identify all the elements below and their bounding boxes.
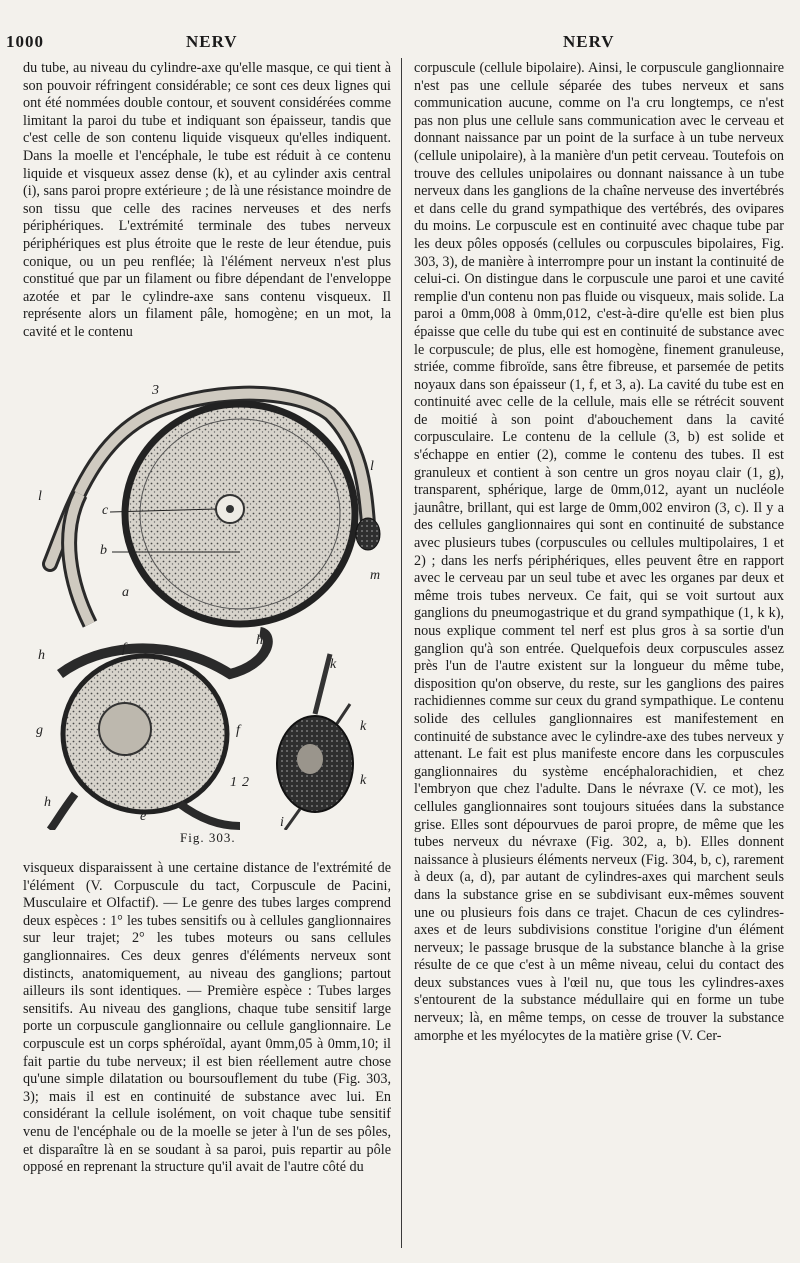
figure-label: e (140, 809, 147, 824)
left-top-paragraph: du tube, au niveau du cylindre-axe qu'elle masque, ce qui tient à son pouvoir réfringent considérable; ce sont ces deux lignes qui ont été nommées double contour, et souvent considérées comme limitant la paroi du tube et indiquant son épaisseur, tandis que c'est celle de son contenu liquide visqueux qu'elles indiquent. Dans la moelle et l'encéphale, le tube est réduit à ce contenu liquide et visqueux assez dense (k), et au cylinder axis central (i), sans paroi propre extérieure ; de là une résistance moindre de son tissu que celle des racines nerveuses et des nerfs périphériques. L'extrémité terminale des tubes nerveux périphériques est plus étroite que le reste de leur étendue, puis conique, ou un peu renflée; là l'élément nerveux n'est plus constitué que par un filament ou fibre dépendant de l'enveloppe azotée et par le cylindre-axe sans contenu visqueux. Il représente alors un filament pâle, homogène; en un mot, la cavité et le contenu (23, 60, 391, 340)
figure-label: c (102, 503, 109, 518)
figure-label: i (280, 815, 284, 830)
left-column-top-text (23, 60, 391, 342)
figure-label: k (360, 773, 367, 788)
bipolar-cell-drawing (50, 394, 380, 624)
figure-label: 2 (242, 775, 249, 790)
figure-label: k (360, 719, 367, 734)
column-divider (401, 58, 402, 1248)
small-cell-drawing (277, 654, 353, 830)
figure-label: l (38, 489, 42, 504)
figure-label: k (330, 657, 337, 672)
right-column-text (414, 60, 784, 1045)
figure-label: 3 (152, 383, 159, 398)
figure-label: h (44, 795, 51, 810)
running-head-right: NERV (563, 32, 615, 51)
figure-caption: Fig. 303. (180, 830, 236, 845)
figure-label: a (122, 585, 129, 600)
running-head-left: NERV (186, 32, 238, 51)
figure-label: l (370, 459, 374, 474)
left-column-bottom-text (23, 860, 391, 1177)
figure-label: f (236, 723, 240, 738)
figure-303-illustration (30, 374, 390, 830)
page-number: 1000 (6, 32, 44, 51)
right-column-paragraph: corpuscule (cellule bipolaire). Ainsi, le corpuscule ganglionnaire n'est pas une cellule séparée des tubes nerveux et sans communication aucune, comme on l'a cru longtemps, ce n'est pas non plus une cellule sans communication avec le cerveau et donnant naissance par un point de la surface à un tube nerveux (cellule unipolaire), à la manière d'un petit cerveau. Toutefois on trouve des cellules unipolaires ou donnant naissance à un tube nerveux dans les ganglions de la chaîne nerveuse des invertébrés et dans celle du grand sympathique des vertébrés, des ovipares du moins. Le corpuscule est en continuité avec chaque tube par les deux pôles opposés (cellules ou corpuscules bipolaires, Fig. 303, 3), de manière à interrompre pour un instant la continuité de celui-ci. On distingue dans le corpuscule une paroi et une cavité remplie d'un contenu non pas fluide ou visqueux, mais solide. La paroi a 0mm,008 à 0mm,012, c'est-à-dire qu'elle est bien plus épaisse que celle du tube qui est en continuité de substance avec le corpuscule; de plus, elle est homogène, finement granuleuse, striée, comme fibroïde, sans être fibreuse, et parsemée de petits noyaux dans son épaisseur (1, f, et 3, a). La cavité du tube est en continuité avec celle de la cellule, mais elle se rétrécit souvent de moitié à son point d'abouchement dans la cavité corpusculaire. Le contenu de la cellule (3, b) est solide et s'échappe en entier (2), comme le contenu des tubes. Il est granuleux et contient à son centre un gros noyau clair (1, g), transparent, sphérique, large de 0mm,012, ayant un nucléole jaunâtre, brillant, qui est large de 0mm,002 environ (3, c). Il y a des cellules ganglionnaires qui sont en continuité de substance avec plusieurs tubes (corpuscules ou cellules multipolaires, 1 et 2) ; dans les nerfs périphériques, elles peuvent être en rapport avec le cerveau par un seul tube et avec les organes par deux et même trois tubes nerveux. Ce fait, qui se voit surtout aux ganglions du pneumogastrique et du grand sympathique (1, k k), nous explique comment tel nerf est plus gros à sa sortie d'un ganglion qu'à son entrée. Quelquefois deux corpuscules assez près l'un de l'autre existent sur la longueur du même tube, disposition qu'on observe, du reste, sur les ganglions des paires rachidiennes comme sur ceux du grand sympathique. Le contenu solide des cellules ganglionnaires est manifestement en continuité de substance avec le cylindre-axe des tubes nerveux y attenant. Le fait est plus manifeste encore dans les corpuscules ganglionnaires du système encéphalorachidien, et chez l'embryon que chez l'adulte. Dans le névraxe (V. ce mot), les cellules ganglionnaires sont toujours situées dans la substance grise. Elles sont dépourvues de paroi propre, de même que les tubes nerveux du névraxe (Fig. 302, a, b). Elles donnent naissance à plusieurs éléments nerveux (Fig. 304, b, c), rarement à deux (a, d), par autant de cylindres-axes qui marchent seuls dans la substance grise en se subdivisant eux-mêmes souvent une ou plusieurs fois dans ce trajet. Chacun de ces cylindres-axes et de leurs subdivisions constitue l'origine d'un élément nerveux; le passage brusque de la substance blanche à la grise résulte de ce que c'est à un même niveau, celui du contact des deux substances vues à l'œil nu, que tous les cylindres-axes s'entourent de la substance médullaire qui en forme un tube nerveux; là, en même temps, on cesse de trouver la substance amorphe et les myélocytes de la matière grise (V. Cer- (414, 60, 784, 1044)
figure-label: m (370, 568, 381, 583)
figure-label: b (100, 543, 107, 558)
figure-label: h (256, 633, 263, 648)
figure-label: 1 (230, 775, 237, 790)
left-bottom-paragraph: visqueux disparaissent à une certaine distance de l'extrémité de l'élément (V. Corpuscule du tact, Corpuscule de Pacini, Musculaire et Olfactif). — Le genre des tubes larges comprend deux espèces : 1° les tubes sensitifs ou à cellules ganglionnaires sur leur trajet; 2° les tubes moteurs ou sans cellules ganglionnaires. Ces deux genres d'éléments nerveux sont distincts, anatomiquement, au niveau des ganglions; partout ailleurs ils sont identiques. — Première espèce : Tubes larges sensitifs. Au niveau des ganglions, chaque tube sensitif large porte un corpuscule ganglionnaire ou cellule ganglionnaire. Le corpuscule est un corps sphéroïdal, ayant 0mm,05 à 0mm,10; il fait partie du tube nerveux; il est bien réellement autre chose qu'une simple dilatation ou boursouflement du tube (Fig. 303, 3); mais il est en continuité de substance avec lui. En considérant la cellule isolément, on voit chaque tube sensitif venu de l'encéphale ou de la moelle se jeter à l'un de ses pôles, et disparaître là en se soudant à sa paroi, puis repartir au pôle opposé en reprenant la structure qu'il avait de l'autre côté du (23, 860, 391, 1176)
figure-label: f (122, 641, 126, 656)
figure-label: h (38, 648, 45, 663)
figure-label: g (36, 723, 43, 738)
